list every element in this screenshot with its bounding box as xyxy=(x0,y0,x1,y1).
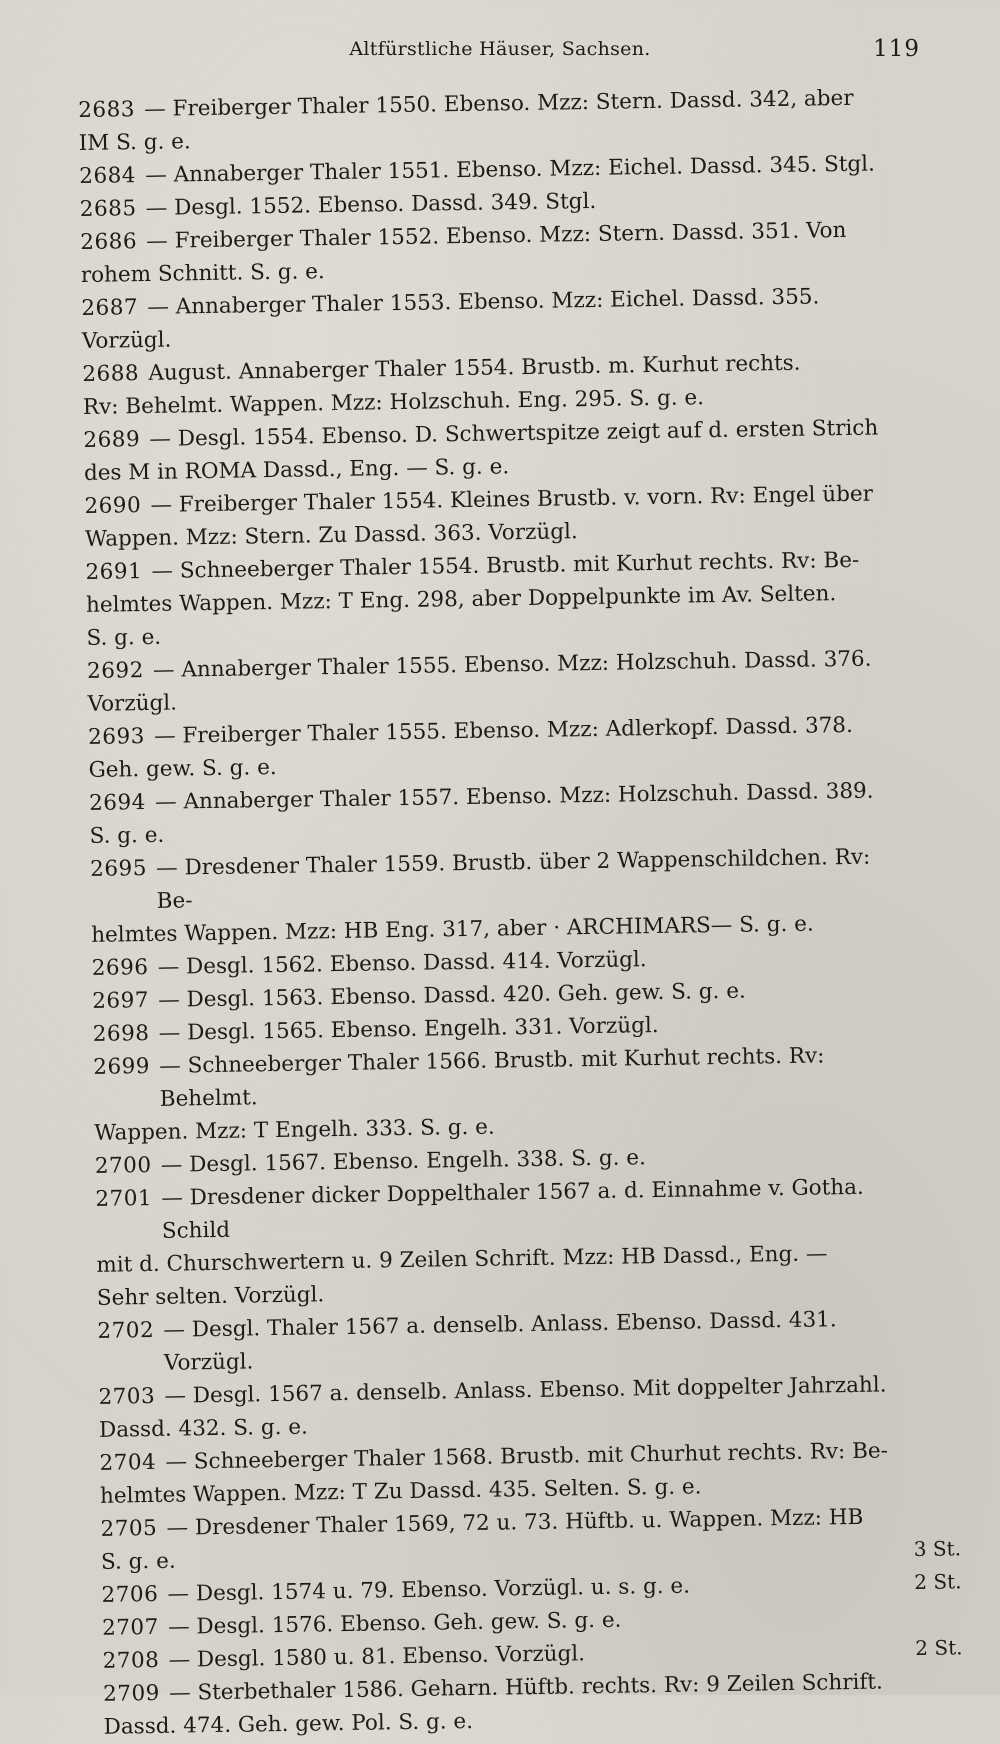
entry-number: 2693 xyxy=(87,724,146,750)
entry-number: 2709 xyxy=(102,1680,161,1707)
entry-line: — Annaberger Thaler 1553. Ebenso. Mzz: Eichel. Dassd. 355. xyxy=(147,284,820,320)
entry-continuation-line: helmtes Wappen. Mzz: T Zu Dassd. 435. Selten. S. g. e. xyxy=(99,1474,702,1509)
entry-continuation-line: Vorzügl. xyxy=(81,327,172,354)
entry-continuation-line: S. g. e. xyxy=(86,624,162,651)
entry-number: 2685 xyxy=(79,196,137,222)
catalog-entry xyxy=(90,839,951,951)
entry-continuation-line: rohem Schnitt. S. g. e. xyxy=(80,259,325,288)
entry-continuation-line: des M in ROMA Dassd., Eng. — S. g. e. xyxy=(83,454,510,486)
entry-number: 2692 xyxy=(86,658,144,684)
entry-continuation-line: Dassd. 474. Geh. gew. Pol. S. g. e. xyxy=(103,1708,474,1740)
catalog-entry xyxy=(85,542,946,654)
entry-line: — Dresdener Thaler 1569, 72 u. 73. Hüftb. u. Wappen. Mzz: HB xyxy=(166,1504,864,1541)
entry-line: August. Annaberger Thaler 1554. Brustb. m. Kurhut rechts. xyxy=(148,350,801,386)
entry-line: — Desgl. 1576. Ebenso. Geh. gew. S. g. e. xyxy=(167,1607,622,1640)
entry-continuation-line: mit d. Churschwertern u. 9 Zeilen Schrift. Mzz: HB Dassd., Eng. — xyxy=(96,1241,828,1278)
entry-continuation-line: S. g. e. xyxy=(100,1548,176,1575)
page-header xyxy=(0,36,1000,66)
entry-number: 2704 xyxy=(99,1449,157,1476)
entry-line: — Schneeberger Thaler 1554. Brustb. mit Kurhut rechts. Rv: Be- xyxy=(151,547,860,584)
running-title: Altfürstliche Häuser, Sachsen. xyxy=(349,38,651,60)
entry-number: 2684 xyxy=(79,163,137,189)
entry-continuation-line: Wappen. Mzz: Stern. Zu Dassd. 363. Vorzügl. xyxy=(84,519,578,552)
entry-number: 2683 xyxy=(78,97,136,123)
catalog-entry xyxy=(103,1664,964,1744)
entry-line: — Desgl. 1567. Ebenso. Engelh. 338. S. g. e. xyxy=(160,1145,647,1178)
entry-line: — Sterbethaler 1586. Geharn. Hüftb. rechts. Rv: 9 Zeilen Schrift. xyxy=(168,1669,884,1706)
entry-line: — Desgl. 1554. Ebenso. D. Schwertspitze zeigt auf d. ersten Strich xyxy=(149,415,879,452)
entry-line: — Annaberger Thaler 1557. Ebenso. Mzz: Holzschuh. Dassd. 389. xyxy=(154,778,874,815)
entry-number: 2701 xyxy=(95,1185,153,1212)
entry-continuation-line: Wappen. Mzz: T Engelh. 333. S. g. e. xyxy=(94,1114,495,1146)
entry-number: 2688 xyxy=(82,361,140,387)
entry-line: — Schneeberger Thaler 1568. Brustb. mit Churhut rechts. Rv: Be- xyxy=(165,1438,889,1475)
entry-number: 2687 xyxy=(81,295,139,321)
entry-number: 2699 xyxy=(93,1053,151,1080)
entry-number: 2700 xyxy=(94,1152,152,1179)
entry-description xyxy=(163,1302,894,1379)
entry-line: — Desgl. 1563. Ebenso. Dassd. 420. Geh. gew. S. g. e. xyxy=(158,978,746,1013)
entry-number: 2702 xyxy=(97,1317,155,1344)
entry-number: 2708 xyxy=(102,1647,160,1674)
entry-number: 2707 xyxy=(101,1614,160,1641)
entry-quantity: 2 St. xyxy=(915,1635,963,1661)
entry-continuation-line: Vorzügl. xyxy=(87,690,178,717)
entry-number: 2686 xyxy=(80,229,138,255)
catalog-entry xyxy=(93,1037,954,1149)
entry-line: — Freiberger Thaler 1550. Ebenso. Mzz: Stern. Dassd. 342, aber xyxy=(144,85,854,122)
entry-line: — Desgl. 1552. Ebenso. Dassd. 349. Stgl. xyxy=(145,188,597,221)
page-number: 119 xyxy=(873,36,920,62)
entry-quantity: 2 St. xyxy=(914,1569,962,1595)
entry-quantity: 3 St. xyxy=(913,1536,962,1562)
entry-number: 2690 xyxy=(84,493,142,519)
entry-line: — Desgl. Thaler 1567 a. denselb. Anlass. Ebenso. Dassd. 431. Vorzügl. xyxy=(163,1307,837,1376)
entry-line: — Freiberger Thaler 1554. Kleines Brustb. v. vorn. Rv: Engel über xyxy=(150,481,874,518)
entry-line: — Desgl. 1562. Ebenso. Dassd. 414. Vorzügl. xyxy=(157,947,647,980)
entry-number: 2706 xyxy=(101,1581,159,1608)
catalog-entry xyxy=(95,1169,957,1314)
entry-number: 2694 xyxy=(88,790,147,816)
entry-continuation-line: S. g. e. xyxy=(89,822,165,849)
entry-number: 2697 xyxy=(92,987,150,1014)
catalog-entries xyxy=(78,80,964,1743)
entry-continuation-line: IM S. g. e. xyxy=(78,129,191,156)
entry-number: 2691 xyxy=(85,559,143,585)
entry-continuation-line: Rv: Behelmt. Wappen. Mzz: Holzschuh. Eng. 295. S. g. e. xyxy=(82,385,705,420)
entry-number: 2695 xyxy=(89,856,148,882)
entry-line: — Desgl. 1565. Ebenso. Engelh. 331. Vorzügl. xyxy=(158,1012,659,1046)
entry-continuation-line: Geh. gew. S. g. e. xyxy=(88,754,277,783)
entry-quantity xyxy=(900,1730,964,1731)
entry-line: — Desgl. 1567 a. denselb. Anlass. Ebenso. Mit doppelter Jahrzahl. xyxy=(164,1372,887,1409)
entry-continuation-line: Sehr selten. Vorzügl. xyxy=(96,1282,325,1311)
entry-number: 2698 xyxy=(92,1020,150,1047)
entry-continuation-line: helmtes Wappen. Mzz: T Eng. 298, aber Doppelpunkte im Av. Selten. xyxy=(85,581,837,618)
entry-line: — Dresdener Thaler 1559. Brustb. über 2 Wappenschildchen. Rv: Be- xyxy=(155,844,871,914)
entry-line: — Desgl. 1580 u. 81. Ebenso. Vorzügl. xyxy=(168,1641,586,1673)
entry-number: 2689 xyxy=(83,427,141,453)
entry-line: — Annaberger Thaler 1555. Ebenso. Mzz: Holzschuh. Dassd. 376. xyxy=(152,646,872,683)
entry-number: 2703 xyxy=(98,1383,156,1410)
entry-line: — Schneeberger Thaler 1566. Brustb. mit Kurhut rechts. Rv: Behelmt. xyxy=(159,1043,825,1112)
entry-line: — Annaberger Thaler 1551. Ebenso. Mzz: Eichel. Dassd. 345. Stgl. xyxy=(145,151,876,188)
entry-line: — Freiberger Thaler 1555. Ebenso. Mzz: Adlerkopf. Dassd. 378. xyxy=(153,712,854,749)
entry-number: 2705 xyxy=(100,1515,158,1542)
entry-continuation-line: Dassd. 432. S. g. e. xyxy=(98,1414,309,1443)
entry-continuation-line: helmtes Wappen. Mzz: HB Eng. 317, aber · ARCHIMARS— S. g. e. xyxy=(91,911,814,948)
entry-line: — Freiberger Thaler 1552. Ebenso. Mzz: Stern. Dassd. 351. Von xyxy=(146,217,847,254)
entry-number: 2696 xyxy=(91,955,149,981)
entry-line: — Dresdener dicker Doppelthaler 1567 a. d. Einnahme v. Gotha. Schild xyxy=(161,1174,864,1244)
entry-line: — Desgl. 1574 u. 79. Ebenso. Vorzügl. u. s. g. e. xyxy=(167,1573,691,1607)
